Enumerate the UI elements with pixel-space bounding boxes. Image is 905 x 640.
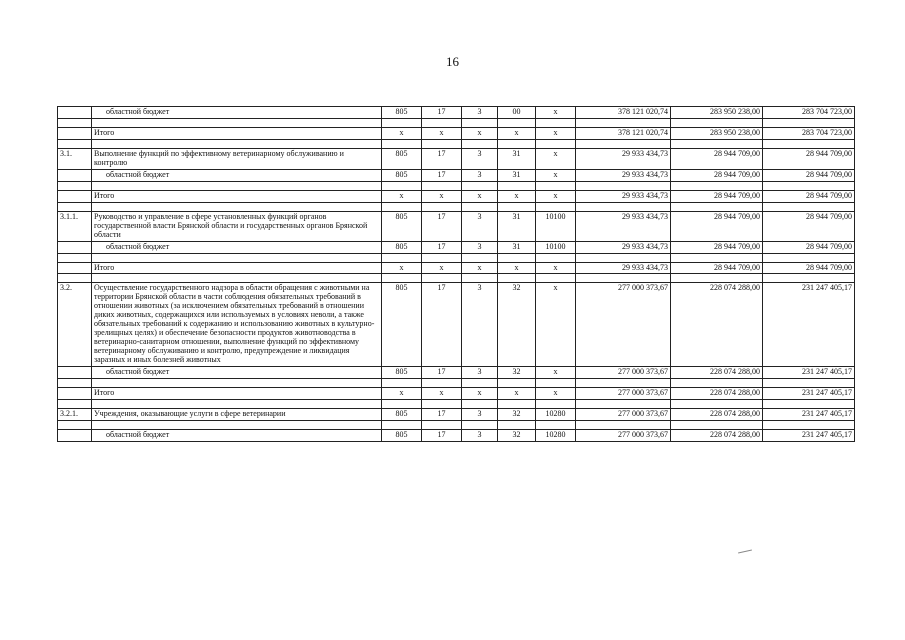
row-number-cell xyxy=(58,367,92,379)
subsection-code-cell: x xyxy=(462,388,498,400)
spacer-cell xyxy=(536,118,576,127)
row-name-cell: Учреждения, оказывающие услуги в сфере ветеринарии xyxy=(92,408,382,420)
spacer-cell xyxy=(763,379,855,388)
spacer-cell xyxy=(382,399,422,408)
spacer-cell xyxy=(763,420,855,429)
subsection-code-cell: 3 xyxy=(462,241,498,253)
table-spacer-row xyxy=(58,181,855,190)
amount-year1-cell: 29 933 434,73 xyxy=(576,148,671,169)
spacer-cell xyxy=(92,118,382,127)
table-row xyxy=(58,148,855,169)
spacer-cell xyxy=(576,181,671,190)
spacer-cell xyxy=(536,253,576,262)
section-code-cell: x xyxy=(422,190,462,202)
direction-code-cell: x xyxy=(536,388,576,400)
grbs-code-cell: x xyxy=(382,190,422,202)
amount-year3-cell: 231 247 405,17 xyxy=(763,388,855,400)
spacer-cell xyxy=(671,139,763,148)
spacer-cell xyxy=(422,274,462,283)
row-number-cell xyxy=(58,429,92,441)
table-row xyxy=(58,283,855,367)
grbs-code-cell: 805 xyxy=(382,408,422,420)
row-name-cell: областной бюджет xyxy=(92,169,382,181)
spacer-cell xyxy=(576,139,671,148)
row-name-cell: Выполнение функций по эффективному ветеринарному обслуживанию и контролю xyxy=(92,148,382,169)
spacer-cell xyxy=(536,181,576,190)
amount-year3-cell: 283 704 723,00 xyxy=(763,127,855,139)
row-number-cell: 3.1.1. xyxy=(58,211,92,241)
amount-year1-cell: 29 933 434,73 xyxy=(576,169,671,181)
amount-year1-cell: 29 933 434,73 xyxy=(576,241,671,253)
spacer-cell xyxy=(671,181,763,190)
spacer-cell xyxy=(422,253,462,262)
spacer-cell xyxy=(576,202,671,211)
program-code-cell: x xyxy=(498,127,536,139)
subsection-code-cell: 3 xyxy=(462,429,498,441)
amount-year2-cell: 28 944 709,00 xyxy=(671,169,763,181)
page-number: 16 xyxy=(446,54,459,69)
spacer-cell xyxy=(763,274,855,283)
amount-year1-cell: 29 933 434,73 xyxy=(576,262,671,274)
table-spacer-row xyxy=(58,253,855,262)
grbs-code-cell: 805 xyxy=(382,107,422,119)
row-number-cell: 3.1. xyxy=(58,148,92,169)
spacer-cell xyxy=(462,118,498,127)
spacer-cell xyxy=(576,274,671,283)
amount-year3-cell: 28 944 709,00 xyxy=(763,211,855,241)
spacer-cell xyxy=(498,181,536,190)
section-code-cell: 17 xyxy=(422,367,462,379)
table-spacer-row xyxy=(58,274,855,283)
spacer-cell xyxy=(536,202,576,211)
amount-year2-cell: 28 944 709,00 xyxy=(671,241,763,253)
table-row xyxy=(58,262,855,274)
program-code-cell: 00 xyxy=(498,107,536,119)
grbs-code-cell: 805 xyxy=(382,169,422,181)
grbs-code-cell: x xyxy=(382,388,422,400)
direction-code-cell: x xyxy=(536,262,576,274)
spacer-cell xyxy=(92,379,382,388)
row-number-cell: 3.2.1. xyxy=(58,408,92,420)
amount-year2-cell: 228 074 288,00 xyxy=(671,408,763,420)
spacer-cell xyxy=(536,379,576,388)
spacer-cell xyxy=(422,202,462,211)
spacer-cell xyxy=(498,274,536,283)
spacer-cell xyxy=(58,118,92,127)
grbs-code-cell: x xyxy=(382,127,422,139)
spacer-cell xyxy=(422,399,462,408)
table-spacer-row xyxy=(58,399,855,408)
amount-year2-cell: 283 950 238,00 xyxy=(671,127,763,139)
spacer-cell xyxy=(462,181,498,190)
direction-code-cell: x xyxy=(536,169,576,181)
amount-year3-cell: 28 944 709,00 xyxy=(763,262,855,274)
spacer-cell xyxy=(536,139,576,148)
spacer-cell xyxy=(382,379,422,388)
spacer-cell xyxy=(58,253,92,262)
row-name-cell: областной бюджет xyxy=(92,107,382,119)
spacer-cell xyxy=(576,379,671,388)
spacer-cell xyxy=(382,202,422,211)
program-code-cell: 32 xyxy=(498,408,536,420)
row-name-cell: областной бюджет xyxy=(92,429,382,441)
section-code-cell: x xyxy=(422,262,462,274)
amount-year2-cell: 28 944 709,00 xyxy=(671,190,763,202)
subsection-code-cell: 3 xyxy=(462,367,498,379)
amount-year2-cell: 228 074 288,00 xyxy=(671,367,763,379)
spacer-cell xyxy=(763,202,855,211)
row-name-cell: Руководство и управление в сфере установленных функций органов государственной власти Брянской области и государственных органов Брянской области xyxy=(92,211,382,241)
section-code-cell: x xyxy=(422,127,462,139)
table-row xyxy=(58,190,855,202)
spacer-cell xyxy=(382,181,422,190)
direction-code-cell: 10100 xyxy=(536,241,576,253)
spacer-cell xyxy=(536,420,576,429)
amount-year1-cell: 277 000 373,67 xyxy=(576,388,671,400)
row-name-cell: Итого xyxy=(92,388,382,400)
spacer-cell xyxy=(422,139,462,148)
spacer-cell xyxy=(422,420,462,429)
subsection-code-cell: 3 xyxy=(462,107,498,119)
table-spacer-row xyxy=(58,420,855,429)
direction-code-cell: x xyxy=(536,283,576,367)
spacer-cell xyxy=(422,118,462,127)
amount-year3-cell: 28 944 709,00 xyxy=(763,169,855,181)
table-row xyxy=(58,408,855,420)
spacer-cell xyxy=(58,379,92,388)
table-spacer-row xyxy=(58,139,855,148)
spacer-cell xyxy=(763,139,855,148)
amount-year2-cell: 228 074 288,00 xyxy=(671,283,763,367)
spacer-cell xyxy=(576,253,671,262)
subsection-code-cell: 3 xyxy=(462,211,498,241)
amount-year3-cell: 231 247 405,17 xyxy=(763,429,855,441)
table-row xyxy=(58,429,855,441)
row-number-cell: 3.2. xyxy=(58,283,92,367)
spacer-cell xyxy=(671,399,763,408)
row-number-cell xyxy=(58,190,92,202)
subsection-code-cell: 3 xyxy=(462,408,498,420)
spacer-cell xyxy=(462,379,498,388)
table-row xyxy=(58,169,855,181)
program-code-cell: 31 xyxy=(498,169,536,181)
direction-code-cell: 10280 xyxy=(536,408,576,420)
spacer-cell xyxy=(58,274,92,283)
spacer-cell xyxy=(498,399,536,408)
spacer-cell xyxy=(92,399,382,408)
spacer-cell xyxy=(576,118,671,127)
grbs-code-cell: 805 xyxy=(382,429,422,441)
subsection-code-cell: 3 xyxy=(462,169,498,181)
table-row xyxy=(58,107,855,119)
section-code-cell: 17 xyxy=(422,148,462,169)
amount-year2-cell: 28 944 709,00 xyxy=(671,262,763,274)
amount-year2-cell: 228 074 288,00 xyxy=(671,429,763,441)
spacer-cell xyxy=(382,253,422,262)
spacer-cell xyxy=(498,420,536,429)
spacer-cell xyxy=(382,420,422,429)
spacer-cell xyxy=(462,253,498,262)
spacer-cell xyxy=(462,274,498,283)
table-spacer-row xyxy=(58,202,855,211)
spacer-cell xyxy=(671,420,763,429)
spacer-cell xyxy=(763,399,855,408)
amount-year3-cell: 28 944 709,00 xyxy=(763,148,855,169)
spacer-cell xyxy=(58,181,92,190)
row-number-cell xyxy=(58,169,92,181)
spacer-cell xyxy=(58,139,92,148)
subsection-code-cell: x xyxy=(462,127,498,139)
section-code-cell: 17 xyxy=(422,169,462,181)
amount-year3-cell: 231 247 405,17 xyxy=(763,367,855,379)
row-number-cell xyxy=(58,127,92,139)
spacer-cell xyxy=(422,379,462,388)
spacer-cell xyxy=(498,202,536,211)
spacer-cell xyxy=(58,399,92,408)
amount-year3-cell: 231 247 405,17 xyxy=(763,408,855,420)
spacer-cell xyxy=(536,274,576,283)
spacer-cell xyxy=(462,202,498,211)
subsection-code-cell: x xyxy=(462,262,498,274)
row-number-cell xyxy=(58,241,92,253)
spacer-cell xyxy=(462,420,498,429)
table-spacer-row xyxy=(58,118,855,127)
row-name-cell: Осуществление государственного надзора в области обращения с животными на территории Брянской области в части соблюдения обязательных требований в отношении животных (за исключением обязательных требований в отношении диких животных, содержащихся или используемых в условиях неволи, а также обязательных требований к содержанию и использованию животных в культурно-зрелищных целях) и обеспечение безопасности продуктов животноводства в ветеринарно-санитарном отношении, выполнение функций по эффективному ветеринарному обслуживанию и контролю, предупреждение и ликвидация заразных и иных болезней животных xyxy=(92,283,382,367)
amount-year3-cell: 283 704 723,00 xyxy=(763,107,855,119)
amount-year2-cell: 28 944 709,00 xyxy=(671,148,763,169)
subsection-code-cell: x xyxy=(462,190,498,202)
section-code-cell: 17 xyxy=(422,107,462,119)
amount-year3-cell: 28 944 709,00 xyxy=(763,190,855,202)
spacer-cell xyxy=(382,139,422,148)
spacer-cell xyxy=(422,181,462,190)
program-code-cell: 31 xyxy=(498,211,536,241)
amount-year2-cell: 228 074 288,00 xyxy=(671,388,763,400)
grbs-code-cell: 805 xyxy=(382,241,422,253)
spacer-cell xyxy=(763,253,855,262)
section-code-cell: x xyxy=(422,388,462,400)
program-code-cell: 32 xyxy=(498,367,536,379)
spacer-cell xyxy=(536,399,576,408)
spacer-cell xyxy=(58,420,92,429)
direction-code-cell: x xyxy=(536,127,576,139)
spacer-cell xyxy=(576,420,671,429)
row-number-cell xyxy=(58,388,92,400)
table-row xyxy=(58,127,855,139)
program-code-cell: 31 xyxy=(498,241,536,253)
amount-year1-cell: 277 000 373,67 xyxy=(576,408,671,420)
amount-year1-cell: 29 933 434,73 xyxy=(576,190,671,202)
spacer-cell xyxy=(382,274,422,283)
direction-code-cell: x xyxy=(536,148,576,169)
program-code-cell: x xyxy=(498,388,536,400)
subsection-code-cell: 3 xyxy=(462,283,498,367)
direction-code-cell: x xyxy=(536,190,576,202)
section-code-cell: 17 xyxy=(422,408,462,420)
amount-year1-cell: 277 000 373,67 xyxy=(576,429,671,441)
table-row xyxy=(58,211,855,241)
spacer-cell xyxy=(92,420,382,429)
amount-year1-cell: 378 121 020,74 xyxy=(576,107,671,119)
spacer-cell xyxy=(92,274,382,283)
grbs-code-cell: 805 xyxy=(382,148,422,169)
program-code-cell: 32 xyxy=(498,429,536,441)
program-code-cell: 31 xyxy=(498,148,536,169)
scan-artifact xyxy=(738,550,752,554)
section-code-cell: 17 xyxy=(422,283,462,367)
spacer-cell xyxy=(462,399,498,408)
row-name-cell: областной бюджет xyxy=(92,241,382,253)
program-code-cell: x xyxy=(498,190,536,202)
grbs-code-cell: 805 xyxy=(382,367,422,379)
spacer-cell xyxy=(671,202,763,211)
program-code-cell: 32 xyxy=(498,283,536,367)
section-code-cell: 17 xyxy=(422,211,462,241)
amount-year3-cell: 231 247 405,17 xyxy=(763,283,855,367)
grbs-code-cell: 805 xyxy=(382,283,422,367)
table-row xyxy=(58,388,855,400)
section-code-cell: 17 xyxy=(422,429,462,441)
spacer-cell xyxy=(671,118,763,127)
section-code-cell: 17 xyxy=(422,241,462,253)
spacer-cell xyxy=(498,253,536,262)
spacer-cell xyxy=(671,379,763,388)
direction-code-cell: x xyxy=(536,367,576,379)
amount-year1-cell: 378 121 020,74 xyxy=(576,127,671,139)
spacer-cell xyxy=(92,139,382,148)
grbs-code-cell: 805 xyxy=(382,211,422,241)
budget-table-body xyxy=(58,107,855,442)
spacer-cell xyxy=(763,181,855,190)
amount-year2-cell: 283 950 238,00 xyxy=(671,107,763,119)
row-name-cell: Итого xyxy=(92,190,382,202)
amount-year1-cell: 29 933 434,73 xyxy=(576,211,671,241)
amount-year1-cell: 277 000 373,67 xyxy=(576,367,671,379)
table-row xyxy=(58,367,855,379)
spacer-cell xyxy=(382,118,422,127)
spacer-cell xyxy=(763,118,855,127)
budget-table xyxy=(57,106,855,442)
direction-code-cell: x xyxy=(536,107,576,119)
spacer-cell xyxy=(462,139,498,148)
subsection-code-cell: 3 xyxy=(462,148,498,169)
spacer-cell xyxy=(671,253,763,262)
row-number-cell xyxy=(58,262,92,274)
amount-year1-cell: 277 000 373,67 xyxy=(576,283,671,367)
table-row xyxy=(58,241,855,253)
row-name-cell: Итого xyxy=(92,127,382,139)
spacer-cell xyxy=(92,253,382,262)
amount-year2-cell: 28 944 709,00 xyxy=(671,211,763,241)
spacer-cell xyxy=(58,202,92,211)
spacer-cell xyxy=(498,118,536,127)
row-number-cell xyxy=(58,107,92,119)
table-spacer-row xyxy=(58,379,855,388)
direction-code-cell: 10280 xyxy=(536,429,576,441)
spacer-cell xyxy=(671,274,763,283)
row-name-cell: Итого xyxy=(92,262,382,274)
program-code-cell: x xyxy=(498,262,536,274)
spacer-cell xyxy=(498,379,536,388)
row-name-cell: областной бюджет xyxy=(92,367,382,379)
spacer-cell xyxy=(92,181,382,190)
spacer-cell xyxy=(498,139,536,148)
grbs-code-cell: x xyxy=(382,262,422,274)
amount-year3-cell: 28 944 709,00 xyxy=(763,241,855,253)
spacer-cell xyxy=(576,399,671,408)
direction-code-cell: 10100 xyxy=(536,211,576,241)
spacer-cell xyxy=(92,202,382,211)
